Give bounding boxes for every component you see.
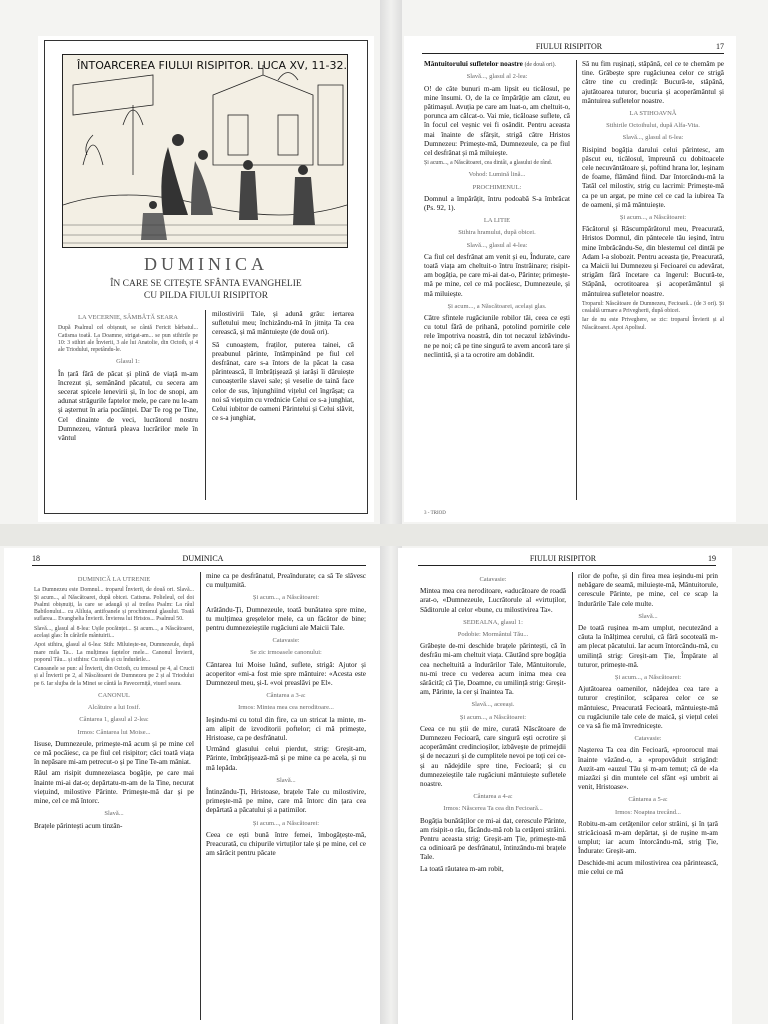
page-duminica-title: [38, 36, 374, 522]
hymn-text: Făcătorul și Răscumpărătorul meu, Preacurată, Hristos Domnul, din pântecele tău ieșind, întru mine îmbrăcându-Se, din blestemul cel dintâi pe Adam l-a slobozit. Pentru aceasta ție, Preacurată, ca Maicii lui Dumnezeu și Fecioarei cu adevărat, strigăm fără încetare ca îngerul: Bucură-te, Stăpână, ocrotitoarea și acoperământul și mântuirea sufletelor noastre.: [582, 225, 724, 298]
slava-label: Slavă...: [104, 810, 124, 818]
hymn-text: Mintea mea cea neroditoare, «aducătoare de roadă arat-o, «Dumnezeule, Lucrătorule al «virtuților, Săditorule al celor «bune, cu milostivirea Ta».: [420, 587, 566, 614]
hymn-text: O! de câte bunuri m-am lipsit eu ticălosul, pe mine însumi. O, de la ce împărăție am căzut, eu pătimașul. Avuția pe care am luat-o, am cheltuit-o, porunca am călcat-o. Vai mie, ticăloase suflete, că în focul cel veșnic vei fi osândit. Pentru aceasta mai înainte de sfârșit, strigă către Hristos Dumnezeu: Primește-mă, Dumnezeule, ca pe fiul cel desfrânat și mă miluiește.: [424, 84, 570, 157]
slava-label: Slavă..., glasul al 4-lea:: [466, 241, 528, 249]
scan-gap: [0, 524, 768, 546]
page-title: DUMINICA: [144, 254, 268, 274]
hymn-text: Brațele părintești acum tinzân-: [34, 821, 123, 830]
litie-sub: Stihira hramului, după obicei.: [458, 229, 536, 237]
running-head: [422, 42, 724, 54]
page-number: 17: [716, 42, 724, 51]
siacum-label: Și acum..., a Născătoarei:: [614, 674, 682, 682]
slava-label: Slavă...: [638, 612, 658, 620]
running-head: [32, 554, 366, 566]
rubric: La Dumnezeu este Domnul... troparul Învierii, de două ori. Slavă... Și acum..., al Născătoarei, după obicei. Catisma. Polieleul, cel doi Psalmi obișnuiți, la care se adaugă și al treilea Psalm: La râul Babilonului... cu Aliluia, antifoanele și prochimenul glasului. Toată suflarea... Evanghelia Învierii. Învierea lui Hristos... Psalmul 50.: [34, 587, 194, 623]
hymn-text: Cântarea lui Moise luând, suflete, strigă: Ajutor și acoperitor «mi-a fost mie spre mântuire: «Acesta este Dumnezeul meu, și-L «voi preaslăvi pe El».: [206, 660, 366, 688]
rubric: Canoanele se pun: al Învierii, din Octoih, cu irmosul pe 4, al Crucii și al Învierii pe 2, al Născătoarei de Dumnezeu pe 2 și al Triodului pe 6. Iar slujba de la Minei se cântă la Pavecerniță, viuerl seara.: [34, 666, 194, 687]
slava-label: Slavă...: [276, 776, 296, 784]
siacum-label: Și acum..., a Născătoarei:: [252, 594, 320, 602]
stihoavna-sub: Stihirile Octoihului, după Alfa-Vita.: [606, 122, 700, 130]
rubric: Iar de nu este Priveghere, se zic: troparul Învierii și al Născătoarei. Apoi Apolisul.: [582, 317, 724, 331]
text-continuation: Mântuitorului sufletelor noastre: [424, 60, 523, 68]
siacum-label: Și acum..., a Născătoarei, același glas.: [447, 302, 547, 310]
page-17: [404, 36, 736, 522]
irmos-label: Irmos: Noaptea trecând...: [615, 808, 681, 816]
vohod-label: Vohod: Lumină lină...: [468, 171, 526, 179]
section-heading: DUMINICĂ LA UTRENIE: [77, 576, 151, 583]
hymn-text: Bogăția bunătăților ce mi-ai dat, cerescule Părinte, am risipit-o rău, făcându-mă rob la cetățeni străini. Pentru aceasta strig: Greșit-am Ție, primește-mă ca odinioară pe desfrânatul, întinzându-mi brațele Tale.: [420, 816, 566, 862]
slava-label: Slavă..., aceeași.: [471, 701, 515, 709]
left-column: [58, 310, 198, 443]
hymn-text: Ceea ce nu știi de mire, curată Născătoare de Dumnezeu Fecioară, care singură ești ocrotire și acoperământ credincioșilor, izbăvește de primejdii și de necazuri și de cumplitele nevoi pe toți cei ce-și au nădejdile spre tine, Fecioară; și cu dumnezeieștile tale rugăciuni mântuiește sufletele noastre.: [420, 724, 566, 789]
catavasie-label: Catavasie:: [634, 735, 662, 743]
sedealna-heading: SEDEALNA, glasul 1:: [463, 618, 523, 626]
running-head-title: DUMINICA: [182, 554, 224, 563]
right-column: [582, 60, 724, 332]
rubric: După Psalmul cel obișnuit, se cântă Fericit bărbatul... Catisma toată. La Doamne, strigat-am... se pun stihirile pe 10: 3 stihiri ale Învierii, 3 ale lui Anatolie, din Octoih, și 4 ale Triodului, repetându-le.: [58, 325, 198, 354]
cantarea-label: Cântarea a 5-a:: [628, 796, 668, 804]
irmos-label: Irmos: Născerea Ta cea din Fecioară...: [443, 805, 543, 813]
hymn-text: Către sfintele rugăciunile robilor tăi, ceea ce ești cu totul fără de prihană, potolind pornirile cele rele împotriva noastră, din tot necazul izbăvindu-ne pe noi; că pe tine singură te avem ancoră tare și neclintită, și a ta ocrotire am dobândit.: [424, 314, 570, 359]
hymn-text: În țară fără de păcat și plină de viață m-am încrezut și, semănând păcatul, cu secera am secerat spicele lenevirii și, în loc de snopi, am adunat străgurile faptelor mele, pe care nu le-am și așternut în aria pocăinței. Dar Te rog pe Tine, Cel dinainte de veci, lucrătorul nostru Dumnezeu, vântură pleava lucrărilor mele în vântul: [58, 369, 198, 443]
slava-label: Slavă..., glasul al 2-lea:: [466, 73, 528, 81]
cantarea-label: Cântarea 1, glasul al 2-lea:: [79, 716, 149, 724]
hymn-text: Întinzându-Ți, Hristoase, brațele Tale cu milostivire, primește-mă pe mine, care mă întorc din țara cea depărtată a păcatului și a patimilor.: [206, 788, 366, 815]
irmos-label: Irmos: Cântarea lui Moise...: [77, 728, 151, 736]
rubric: Slavă..., glasul al 8-lea: Ușile pocăinței... Și acum..., a Născătoarei, același glas: În cărările mântuirii...: [34, 625, 194, 639]
left-column: [34, 572, 194, 831]
rubric: Și acum..., a Născătoarei, cea dintâi, a glasului de rând.: [424, 160, 553, 167]
page-subtitle: [38, 278, 374, 302]
hymn-text: Să nu fim rușinați, stăpână, cel ce te chemăm pe tine. Grăbește spre rugăciunea celor ce strigă către tine cu credință: Bucură-te, stăpână, ajutătoarea tuturor, bucuria și acoperământul și mântuirea sufletelor noastre.: [582, 60, 724, 105]
siacum-label: Și acum..., a Născătoarei:: [252, 819, 320, 827]
cantarea-label: Cântarea a 3-a:: [266, 692, 306, 700]
siacum-label: Și acum..., a Născătoarei:: [619, 214, 687, 222]
irmos-label: Irmos: Mintea mea cea neroditoare...: [238, 704, 334, 712]
catavasie-label: Catavasie:: [272, 637, 300, 645]
hymn-text: Ceea ce ești bună între femei, îmbogățește-mă, Preacurată, cu chipurile virtuților tale și pe mine, cel ce am sărăcit pentru păcate: [206, 830, 366, 858]
page-footer: 3 - TRIOD: [424, 511, 446, 516]
page-19: [398, 548, 732, 1024]
engraving-image: [63, 55, 347, 247]
hymn-text: La toată răutatea m-am robit,: [420, 864, 504, 873]
stihoavna-heading: LA STIHOAVNĂ: [629, 110, 677, 118]
hymn-text: Robitu-m-am cetățenilor celor străini, și în țară stricăcioasă m-am depărtat, și de rușine m-am umplut; iar acum întorcându-mă, strig Ție, Îndurate: Greșit-am.: [578, 819, 718, 856]
catavasie-label: Catavasie:: [479, 576, 507, 583]
hymn-text: milostivirii Tale, și adună grâu: iertarea sufletului meu; închizându-mă în jitnița Ta cea cerească, și mă mântuiește (de două ori).: [212, 310, 354, 337]
column-divider: [200, 572, 201, 1020]
slava-label: Slavă..., glasul al 6-lea:: [622, 134, 684, 142]
hymn-text: mine ca pe desfrânatul, Preaîndurate; ca să Te slăvesc cu mulțumită.: [206, 572, 366, 590]
rubric: Apoi stihira, glasul al 6-lea: Stih: Miluiește-ne, Dumnezeule, după mare mila Ta... La mulțimea faptelor mele... Canonul Învierii, poporul Tău... și stihira: Cu mila și cu îndurările...: [34, 642, 194, 663]
hymn-text: Risipind bogăția darului celui părintesc, am păscut eu, ticălosul, împreună cu dobitoacele cele necuvântătoare și, poftind hrana lor, leșinam de foame, flămând fiind. Dar întorcându-mă la Tatăl cel milostiv, strig cu lacrimi: Primește-mă ca pe un argat, pe mine cel ce cad la iubirea Ta de oameni, și mă mântuiește.: [582, 145, 724, 209]
podobie-label: Podobie: Mormântul Tău...: [457, 631, 529, 639]
column-divider: [572, 572, 573, 1020]
hymn-text: De toată rușinea m-am umplut, necutezând a căuta la înălțimea cerului, că fără socoteală m-am plecat păcatului. Iar acum întorcându-mă, cu umilință strig: Greșit-am Ție, Împărate al tuturor, primește-mă.: [578, 624, 718, 669]
left-column: [420, 572, 566, 874]
hymn-text: Deschide-mi acum milostivirea cea părintească, mie celui ce mă: [578, 858, 718, 876]
note: (de două ori).: [524, 62, 556, 68]
catavasie-sub: Se zic irmoasele canonului:: [250, 649, 322, 657]
canon-heading: CANONUL: [98, 692, 130, 700]
column-divider: [576, 60, 577, 500]
prochimen-text: Domnul a împărățit, întru podoabă S-a îmbrăcat (Ps. 92, 1).: [424, 194, 570, 213]
litie-heading: LA LITIE: [483, 217, 511, 225]
right-column: [578, 572, 718, 877]
illustration-caption: ÎNTOARCEREA FIULUI RISIPITOR. LUCA XV, 11-32.: [77, 59, 347, 72]
hymn-text: Iisuse, Dumnezeule, primește-mă acum și pe mine cel ce mă pocăiesc, ca pe fiul cel risipitor; căci toată viața în nepăsare mi-am petrecut-o și pe Tine Te-am mâniat.: [34, 739, 194, 767]
running-head: [418, 554, 716, 566]
column-divider: [205, 310, 206, 500]
cantarea-label: Cântarea a 4-a:: [473, 793, 513, 801]
subtitle-line-2: CU PILDA FIULUI RISIPITOR: [143, 291, 269, 301]
hymn-text: Urmând glasului celui pierdut, strig: Greșit-am, Părinte, îmbrățișează-mă și pe mine ca pe acela, și nu mă lepăda.: [206, 745, 366, 772]
hymn-text: Să cunoaștem, fraților, puterea tainei, că preabunul părinte, întâmpinând pe fiul cel desfrânat, care s-a întors de la păcat la casa părintească, îl îmbrățișează și iarăși îi dăruiește cunoașterile slavei sale; și veselie de taină face celor de sus, înjunghiind vițelul cel îngrășat; ca noi să viețuim cu vrednicie Celui ce s-a junghiat, Celui iubitor de oameni Părintelui și Celui slăvit, ce s-a junghiat,: [212, 340, 354, 423]
hymn-text: Ca fiul cel desfrânat am venit și eu, Îndurate, care toată viața am cheltuit-o întru înstrăinare; risipit-am bogăția, pe care mi-ai dat-o, Părinte; primește-mă pe mine, cel ce mă pocăiesc, Dumnezeule, și mă miluiește.: [424, 252, 570, 298]
right-column: [206, 572, 366, 858]
hymn-text: Arătându-Ți, Dumnezeule, toată bunătatea spre mine, tu mulțimea greșelelor mele, ca un făcător de bine; pentru dumnezeieștile rugăciuni ale Maicii Tale.: [206, 605, 366, 633]
hymn-text: Ieșindu-mi cu totul din fire, ca un stricat la minte, m-am alipit de izvoditorii poftelor; ci mă primește, Hristoase, ca pe desfrânatul.: [206, 715, 366, 743]
page-number: 18: [32, 554, 40, 563]
hymn-text: rilor de pofte, și din firea mea ieșindu-mi prin nebăgare de seamă, miluiește-mă, Mântuitorule, cerescule Părinte, pe mine, cel ce scap la îndurările Tale cele multe.: [578, 572, 718, 608]
prodigal-son-illustration: [62, 54, 348, 248]
rubric: Troparul: Născătoare de Dumnezeu, Fecioară... (de 3 ori). Și cealaltă urmare a Privegherii, după obicei.: [582, 300, 724, 315]
hymn-text: Nașterea Ta cea din Fecioară, «proorocul mai înainte văzând-o, a «propovăduit strigând: Auzit-am «auzul Tău și m-am temut; că de «la miazăzi și din muntele cel sfânt «și umbrit ai venit, Hristoase».: [578, 746, 718, 792]
prochimen-heading: PROCHIMENUL:: [472, 183, 522, 191]
hymn-text: Răul am risipit dumnezeiasca bogăție, pe care mai înainte mi-ai dat-o; depărtatu-m-am de la Tine, necurat viețuind, milostive Părinte. Primește-mă dar și pe mine, cel ce mă întorc.: [34, 769, 194, 806]
section-heading: LA VECERNIE, SÂMBĂTĂ SEARA: [78, 314, 178, 321]
left-column: [424, 60, 570, 360]
page-number: 19: [708, 554, 716, 563]
running-head-title: FIULUI RISIPITOR: [529, 554, 597, 563]
page-18: [4, 548, 380, 1024]
siacum-label: Și acum..., a Născătoarei:: [459, 713, 527, 721]
subtitle-line-1: ÎN CARE SE CITEȘTE SFÂNTA EVANGHELIE: [110, 279, 302, 289]
glas-label: Glasul 1:: [116, 358, 140, 366]
right-column: [212, 310, 354, 423]
hymn-text: Ajutătoarea oamenilor, nădejdea cea tare a tuturor creștinilor, scăparea celor ce se mântuiesc, Preacurată Fecioară, mântuiește-mă cu rugăciunile tale cele de maică, și viețul celei ce va să fie mă învrednicește.: [578, 685, 718, 731]
hymn-text: Grăbește de-mi deschide brațele părintești, că în desfrâu mi-am cheltuit viața. Căutând spre bogăția cea necheltuită a îndurărilor Tale, Mântuitorule, nu-mi trece cu vederea acum inima mea cea sărăcită; că Ție, Doamne, cu umilință strig: Greșit-am, Părinte, la cer și înaintea Ta.: [420, 642, 566, 697]
canon-sub: Alcătuire a lui Iosif.: [87, 704, 141, 712]
running-head-title: FIULUI RISIPITOR: [535, 42, 603, 51]
